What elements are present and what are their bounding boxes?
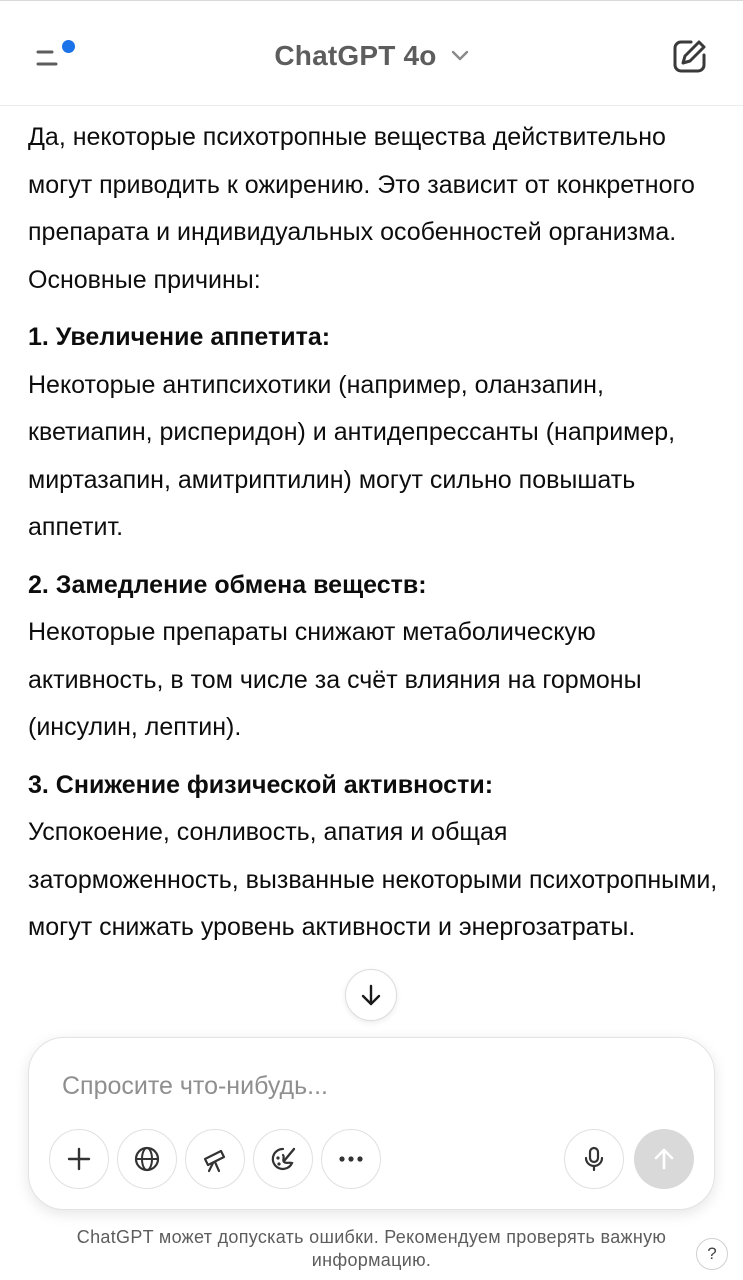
plus-icon [66,1146,92,1172]
telescope-icon [201,1145,229,1173]
app-header [0,4,743,106]
new-chat-button[interactable] [670,36,710,76]
deep-research-button[interactable] [185,1129,245,1189]
new-chat-icon [670,36,710,76]
point-text: Успокоение, сонливость, апатия и общая заторможенность, вызванные некоторыми психотропными, могут снижать уровень активности и энергозатраты. [28,818,718,941]
page-title: ChatGPT 4o [274,40,437,71]
arrow-down-icon [358,982,384,1008]
point-heading: 3. Снижение физической активности: [28,770,494,799]
help-button[interactable]: ? [696,1238,728,1270]
list-item [28,562,718,752]
disclaimer-text: ChatGPT может допускать ошибки. Рекомендуем проверять важную информацию. [76,1227,667,1270]
menu-icon [32,43,62,73]
message-intro: Да, некоторые психотропные вещества действительно могут приводить к ожирению. Это зависит от конкретного препарата и индивидуальных особенностей организма. Основные причины: [28,123,695,294]
notification-dot [62,40,75,53]
prompt-input[interactable] [62,1068,662,1104]
create-image-button[interactable] [253,1129,313,1189]
microphone-icon [581,1145,607,1173]
point-text: Некоторые препараты снижают метаболическую активность, в том числе за счёт влияния на гормоны (инсулин, лептин). [28,618,642,741]
more-icon [337,1154,365,1164]
scroll-to-bottom-button[interactable] [345,969,397,1021]
point-heading: 2. Замедление обмена веществ: [28,570,427,599]
menu-button[interactable] [32,38,80,74]
paint-brush-icon [269,1145,297,1173]
globe-icon [133,1145,161,1173]
more-tools-button[interactable] [321,1129,381,1189]
model-selector[interactable] [252,34,492,78]
assistant-message [28,114,718,1044]
point-heading: 1. Увеличение аппетита: [28,323,331,351]
arrow-up-icon [651,1146,677,1172]
list-item [28,762,718,952]
point-text: Некоторые антипсихотики (например, оланзапин, кветиапин, рисперидон) и антидепрессанты (например, миртазапин, амитриптилин) могут сильно повышать аппетит. [28,370,676,541]
web-search-button[interactable] [117,1129,177,1189]
message-composer [28,1037,715,1210]
voice-input-button[interactable] [564,1129,624,1189]
add-attachment-button[interactable] [49,1129,109,1189]
list-item [28,314,718,552]
chevron-down-icon [451,50,469,62]
send-button[interactable] [634,1129,694,1189]
